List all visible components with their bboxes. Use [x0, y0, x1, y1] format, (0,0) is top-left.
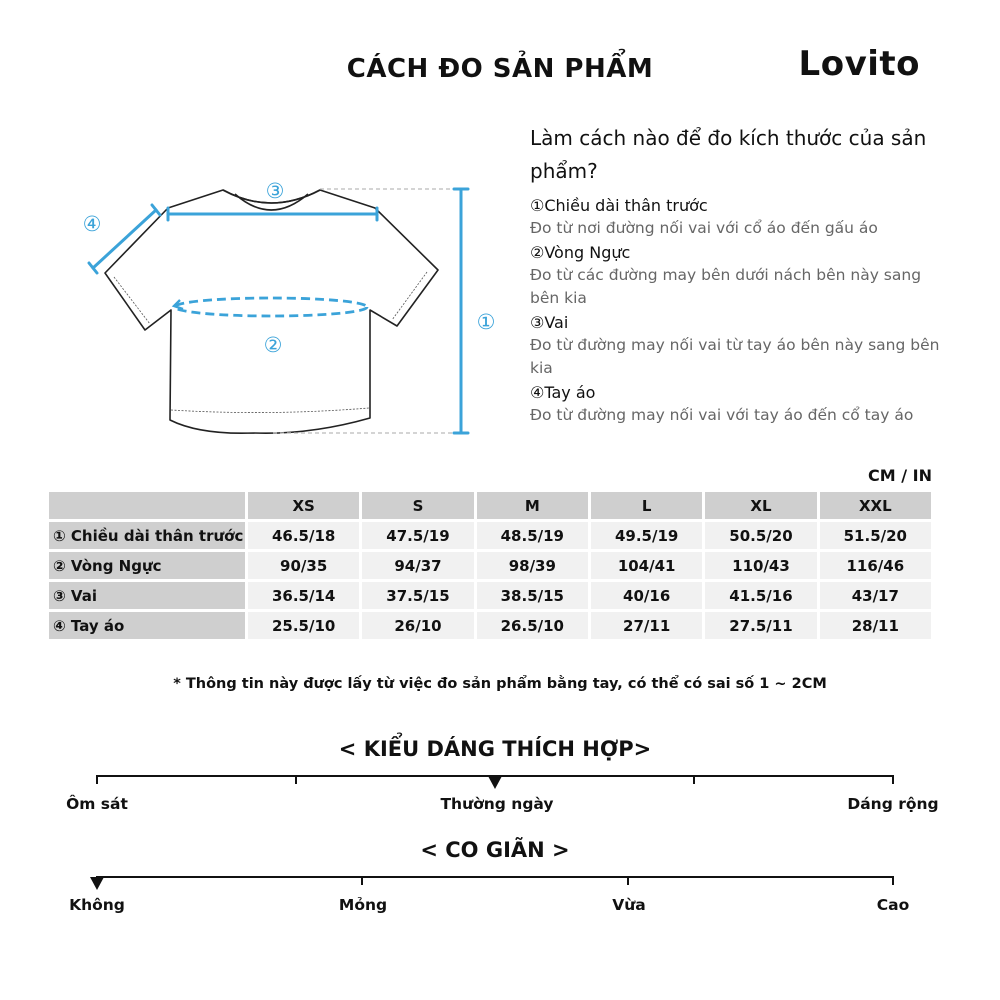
- table-cell: 48.5/19: [477, 522, 588, 549]
- table-cell: 49.5/19: [591, 522, 702, 549]
- table-cell: 47.5/19: [362, 522, 473, 549]
- fit-tick: [96, 775, 98, 784]
- table-cell: 94/37: [362, 552, 473, 579]
- instruction-text: Đo từ đường may nối vai từ tay áo bên này sang bên kia: [530, 335, 940, 377]
- brand-logo: Lovito: [798, 44, 920, 84]
- size-table: [46, 489, 934, 642]
- measure-instructions: [530, 122, 950, 427]
- table-cell: 43/17: [820, 582, 931, 609]
- chest-line: [175, 298, 367, 316]
- instruction-title: ④Tay áo: [530, 382, 596, 402]
- instruction-title: ①Chiều dài thân trước: [530, 196, 708, 215]
- size-header: L: [591, 492, 702, 519]
- fit-tick: [295, 775, 297, 784]
- table-cell: 26/10: [362, 612, 473, 639]
- fit-tick: [693, 775, 695, 784]
- left-cuff-stitch: [114, 277, 150, 324]
- right-cuff-stitch: [392, 272, 427, 320]
- table-cell: 116/46: [820, 552, 931, 579]
- size-header: XL: [705, 492, 816, 519]
- marker-4: ④: [82, 212, 102, 236]
- table-row: [49, 522, 931, 549]
- table-row: [49, 612, 931, 639]
- table-cell: 28/11: [820, 612, 931, 639]
- instruction-text: Đo từ nơi đường nối vai với cổ áo đến gấu áo: [530, 219, 878, 237]
- stretch-tick: [892, 876, 894, 885]
- instruction-title: ②Vòng Ngực: [530, 242, 631, 262]
- row-label: ③ Vai: [49, 582, 245, 609]
- stretch-tick: [361, 876, 363, 885]
- stretch-label: Không: [69, 896, 125, 914]
- fit-label: Ôm sát: [66, 795, 128, 813]
- stretch-label: Mỏng: [338, 896, 388, 914]
- table-cell: 110/43: [705, 552, 816, 579]
- marker-2: ②: [263, 333, 283, 357]
- table-cell: 41.5/16: [705, 582, 816, 609]
- table-cell: 27/11: [591, 612, 702, 639]
- size-header: S: [362, 492, 473, 519]
- instruction-title: ③Vai: [530, 312, 569, 332]
- table-cell: 50.5/20: [705, 522, 816, 549]
- tshirt-outline: [105, 190, 438, 433]
- table-cell: 90/35: [248, 552, 359, 579]
- instruction-item: [530, 241, 950, 311]
- marker-3: ③: [265, 179, 285, 203]
- stretch-selected-marker-icon: [90, 877, 104, 890]
- table-cell: 104/41: [591, 552, 702, 579]
- unit-label: CM / IN: [868, 466, 932, 485]
- sleeve-line: [93, 210, 156, 268]
- tshirt-diagram: [70, 170, 510, 450]
- row-label: ② Vòng Ngực: [49, 552, 245, 579]
- instruction-item: [530, 381, 950, 428]
- instruction-item: [530, 194, 950, 241]
- table-cell: 36.5/14: [248, 582, 359, 609]
- table-cell: 38.5/15: [477, 582, 588, 609]
- instructions-question: Làm cách nào để đo kích thước của sản phẩm?: [530, 126, 927, 183]
- stretch-tick: [627, 876, 629, 885]
- table-corner: [49, 492, 245, 519]
- row-label: ④ Tay áo: [49, 612, 245, 639]
- fit-tick: [892, 775, 894, 784]
- table-cell: 37.5/15: [362, 582, 473, 609]
- page-title: CÁCH ĐO SẢN PHẨM: [346, 54, 654, 84]
- table-cell: 26.5/10: [477, 612, 588, 639]
- table-cell: 51.5/20: [820, 522, 931, 549]
- stretch-label: Vừa: [612, 896, 646, 914]
- fit-selected-marker-icon: [488, 776, 502, 789]
- fit-label: Dáng rộng: [847, 795, 939, 813]
- table-cell: 46.5/18: [248, 522, 359, 549]
- stretch-scale-title: < CO GIÃN >: [420, 838, 570, 862]
- table-cell: 25.5/10: [248, 612, 359, 639]
- table-row: [49, 582, 931, 609]
- table-row: [49, 552, 931, 579]
- marker-1: ①: [476, 310, 496, 334]
- instruction-item: [530, 311, 950, 381]
- table-cell: 27.5/11: [705, 612, 816, 639]
- size-header: M: [477, 492, 588, 519]
- row-label: ① Chiều dài thân trước: [49, 522, 245, 549]
- table-header-row: [49, 492, 931, 519]
- fit-scale-title: < KIỂU DÁNG THÍCH HỢP>: [338, 737, 652, 761]
- stretch-label: Cao: [876, 896, 910, 914]
- table-cell: 98/39: [477, 552, 588, 579]
- fit-label: Thường ngày: [440, 795, 554, 813]
- instruction-text: Đo từ các đường may bên dưới nách bên này sang bên kia: [530, 265, 922, 307]
- hem-stitch: [171, 408, 369, 413]
- size-header: XS: [248, 492, 359, 519]
- stretch-scale-line: [96, 876, 894, 878]
- table-cell: 40/16: [591, 582, 702, 609]
- instruction-text: Đo từ đường may nối vai với tay áo đến cổ tay áo: [530, 405, 914, 424]
- size-header: XXL: [820, 492, 931, 519]
- measurement-note: * Thông tin này được lấy từ việc đo sản phẩm bằng tay, có thể có sai số 1 ~ 2CM: [173, 676, 827, 692]
